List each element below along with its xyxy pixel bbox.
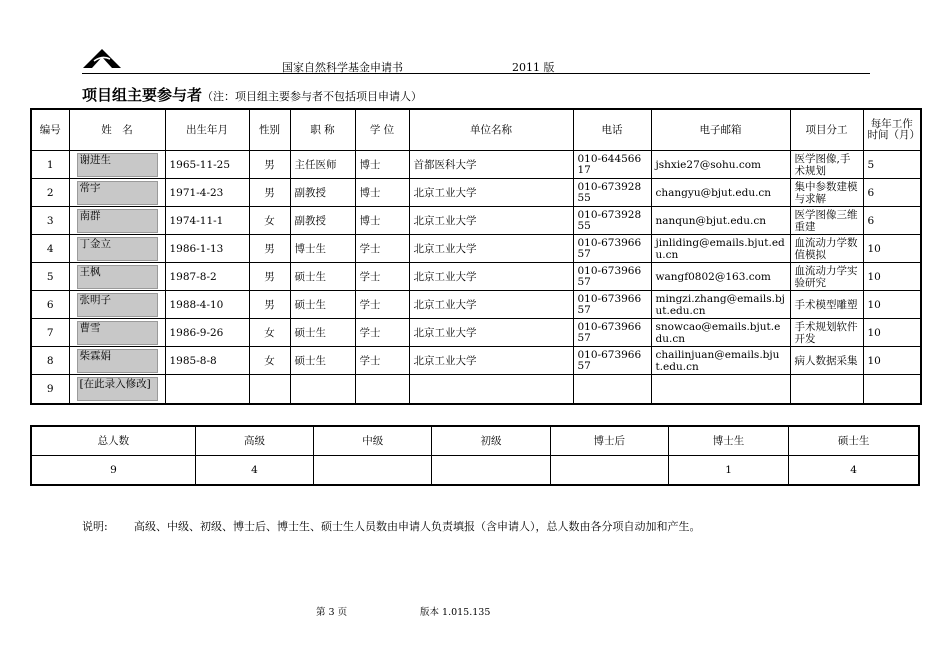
name-field[interactable]: 南群 [77,209,158,233]
cell-task: 手术模型雕塑 [790,291,863,319]
nsfc-logo-icon [82,46,122,70]
summary-header-total: 总人数 [31,426,195,456]
document-title: 国家自然科学基金申请书 [282,61,403,74]
cell-phone: 010-67396657 [573,319,651,347]
cell-birth: 1971-4-23 [165,179,249,207]
name-field[interactable]: 丁金立 [77,237,158,261]
cell-task: 手术规划软件开发 [790,319,863,347]
cell-gender: 男 [249,263,290,291]
cell-no: 7 [31,319,69,347]
cell-email: nanqun@bjut.edu.cn [651,207,790,235]
cell-gender: 男 [249,291,290,319]
cell-unit: 北京工业大学 [409,179,573,207]
cell-task: 血流动力学实验研究 [790,263,863,291]
members-header-row [31,109,921,151]
cell-degree: 博士 [355,151,409,179]
table-row [31,207,921,235]
cell-title[interactable] [290,375,355,405]
summary-master[interactable]: 4 [789,456,919,486]
cell-phone: 010-67392855 [573,207,651,235]
cell-months: 6 [863,207,921,235]
col-header-name: 姓 名 [69,109,165,151]
summary-junior[interactable] [432,456,550,486]
cell-months: 6 [863,179,921,207]
cell-gender: 男 [249,235,290,263]
cell-degree: 学士 [355,319,409,347]
cell-degree[interactable] [355,375,409,405]
explanation [82,518,701,534]
col-header-no: 编号 [31,109,69,151]
cell-birth: 1965-11-25 [165,151,249,179]
page-number: 第 3 页 [316,607,348,618]
cell-birth: 1987-8-2 [165,263,249,291]
col-header-title: 职 称 [290,109,355,151]
summary-intermediate[interactable] [314,456,432,486]
cell-months: 10 [863,263,921,291]
cell-task: 医学图像三维重建 [790,207,863,235]
table-row [31,291,921,319]
cell-degree: 学士 [355,235,409,263]
cell-degree: 学士 [355,347,409,375]
cell-name[interactable] [69,207,165,235]
cell-months: 10 [863,347,921,375]
summary-header-postdoc: 博士后 [550,426,668,456]
summary-header-senior: 高级 [195,426,313,456]
name-entry-field[interactable]: [在此录入修改] [77,377,158,401]
cell-no: 4 [31,235,69,263]
cell-title: 副教授 [290,207,355,235]
cell-name[interactable] [69,375,165,405]
col-header-months: 每年工作时间（月） [863,109,921,151]
cell-title: 硕士生 [290,347,355,375]
cell-degree: 博士 [355,179,409,207]
table-row [31,319,921,347]
name-field[interactable]: 柴霖娟 [77,349,158,373]
header-divider [82,73,870,74]
col-header-gender: 性别 [249,109,290,151]
cell-title: 硕士生 [290,291,355,319]
section-title-text: 项目组主要参与者 [82,86,203,104]
explanation-text: 高级、中级、初级、博士后、博士生、硕士生人员数由申请人负责填报（含申请人），总人数由各分项自动加和产生。 [134,520,701,533]
cell-name[interactable] [69,319,165,347]
col-header-birth: 出生年月 [165,109,249,151]
summary-header-junior: 初级 [432,426,550,456]
cell-name[interactable] [69,179,165,207]
members-table [30,108,922,405]
table-row [31,179,921,207]
cell-phone: 010-64456617 [573,151,651,179]
summary-total: 9 [31,456,195,486]
section-note: （注：项目组主要参与者不包括项目申请人） [202,90,423,103]
cell-gender: 男 [249,179,290,207]
cell-name[interactable] [69,291,165,319]
cell-no: 3 [31,207,69,235]
cell-email[interactable] [651,375,790,405]
name-field[interactable]: 常宇 [77,181,158,205]
cell-no: 8 [31,347,69,375]
table-row [31,263,921,291]
cell-unit: 北京工业大学 [409,291,573,319]
col-header-task: 项目分工 [790,109,863,151]
cell-phone: 010-67396657 [573,291,651,319]
cell-phone: 010-67396657 [573,235,651,263]
cell-no: 5 [31,263,69,291]
cell-title: 副教授 [290,179,355,207]
version-number: 版本 1.015.135 [420,607,491,618]
cell-email: chailinjuan@emails.bjut.edu.cn [651,347,790,375]
summary-senior[interactable]: 4 [195,456,313,486]
summary-postdoc[interactable] [550,456,668,486]
cell-phone: 010-67392855 [573,179,651,207]
summary-header-intermediate: 中级 [314,426,432,456]
explanation-label: 说明: [82,520,108,533]
cell-title: 硕士生 [290,319,355,347]
version-year: 2011 版 [512,61,555,74]
cell-months: 10 [863,319,921,347]
cell-phone: 010-67396657 [573,263,651,291]
cell-gender: 女 [249,347,290,375]
cell-task[interactable] [790,375,863,405]
col-header-degree: 学 位 [355,109,409,151]
col-header-email: 电子邮箱 [651,109,790,151]
cell-birth: 1988-4-10 [165,291,249,319]
cell-no: 2 [31,179,69,207]
section-title [82,84,422,105]
cell-task: 医学图像,手术规划 [790,151,863,179]
table-row [31,151,921,179]
cell-birth: 1986-9-26 [165,319,249,347]
cell-email: mingzi.zhang@emails.bjut.edu.cn [651,291,790,319]
cell-email: snowcao@emails.bjut.edu.cn [651,319,790,347]
table-row [31,347,921,375]
cell-no: 6 [31,291,69,319]
cell-email: jinliding@emails.bjut.edu.cn [651,235,790,263]
summary-values-row [31,456,919,486]
summary-header-row [31,426,919,456]
cell-email: wangf0802@163.com [651,263,790,291]
cell-unit[interactable] [409,375,573,405]
cell-title: 硕士生 [290,263,355,291]
cell-degree: 学士 [355,291,409,319]
cell-email: jshxie27@sohu.com [651,151,790,179]
cell-gender: 男 [249,151,290,179]
summary-header-phd: 博士生 [668,426,788,456]
cell-name[interactable] [69,151,165,179]
cell-no: 1 [31,151,69,179]
cell-months: 10 [863,235,921,263]
cell-no: 9 [31,375,69,405]
cell-unit: 北京工业大学 [409,319,573,347]
name-field[interactable]: 曹雪 [77,321,158,345]
col-header-phone: 电话 [573,109,651,151]
cell-months: 5 [863,151,921,179]
cell-degree: 学士 [355,263,409,291]
cell-phone[interactable] [573,375,651,405]
cell-email: changyu@bjut.edu.cn [651,179,790,207]
cell-task: 集中参数建模与求解 [790,179,863,207]
table-row [31,235,921,263]
cell-unit: 北京工业大学 [409,235,573,263]
name-field[interactable]: 王枫 [77,265,158,289]
cell-months[interactable] [863,375,921,405]
col-header-unit: 单位名称 [409,109,573,151]
entry-row [31,375,921,405]
cell-birth: 1986-1-13 [165,235,249,263]
cell-name[interactable] [69,347,165,375]
name-field[interactable]: 谢进生 [77,153,158,177]
cell-name[interactable] [69,235,165,263]
cell-title: 主任医师 [290,151,355,179]
cell-birth: 1974-11-1 [165,207,249,235]
cell-unit: 北京工业大学 [409,263,573,291]
cell-unit: 北京工业大学 [409,207,573,235]
cell-task: 血流动力学数值模拟 [790,235,863,263]
cell-birth: 1985-8-8 [165,347,249,375]
cell-months: 10 [863,291,921,319]
summary-phd[interactable]: 1 [668,456,788,486]
cell-task: 病人数据采集 [790,347,863,375]
cell-title: 博士生 [290,235,355,263]
name-field[interactable]: 张明子 [77,293,158,317]
cell-unit: 首都医科大学 [409,151,573,179]
cell-name[interactable] [69,263,165,291]
cell-gender[interactable] [249,375,290,405]
cell-gender: 女 [249,319,290,347]
cell-phone: 010-67396657 [573,347,651,375]
summary-table [30,425,920,486]
cell-gender: 女 [249,207,290,235]
cell-degree: 博士 [355,207,409,235]
cell-unit: 北京工业大学 [409,347,573,375]
summary-header-master: 硕士生 [789,426,919,456]
cell-birth[interactable] [165,375,249,405]
